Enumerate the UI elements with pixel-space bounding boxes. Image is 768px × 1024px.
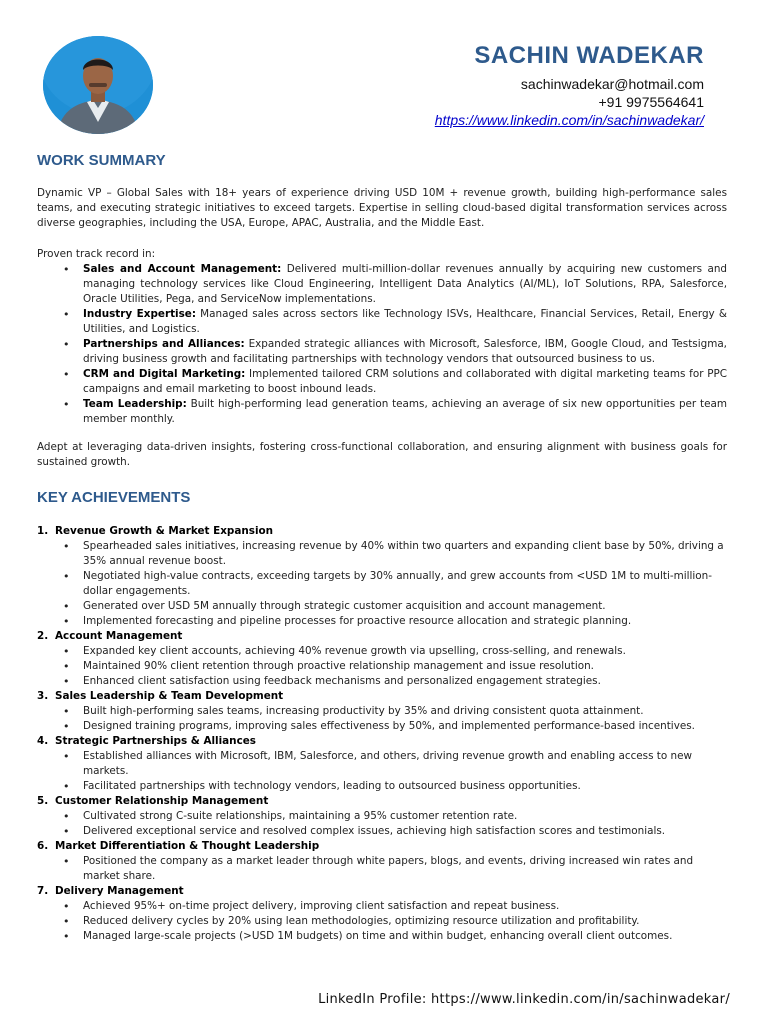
achievement-number: 7. bbox=[37, 885, 49, 897]
achievement-bullets bbox=[37, 899, 727, 944]
achievement-bullet: • Expanded key client accounts, achieving 40% revenue growth via upselling, cross-selling, and renewals. bbox=[83, 644, 727, 659]
achievement-heading bbox=[37, 524, 727, 539]
work-summary-bullets bbox=[37, 262, 727, 427]
profile-photo-illustration bbox=[43, 36, 153, 134]
summary-bullet bbox=[83, 337, 727, 367]
achievement-bullet: • Spearheaded sales initiatives, increasing revenue by 40% within two quarters and expanding client base by 50%, driving a 35% annual revenue boost. bbox=[83, 539, 727, 569]
key-achievements-body bbox=[37, 524, 727, 944]
summary-bullet bbox=[83, 397, 727, 427]
email[interactable]: sachinwadekar@hotmail.com bbox=[520, 76, 704, 92]
summary-bullet-lead: Sales and Account Management: bbox=[83, 263, 282, 275]
achievement-heading bbox=[37, 884, 727, 899]
footer-linkedin: LinkedIn Profile: https://www.linkedin.com/in/sachinwadekar/ bbox=[318, 992, 730, 1007]
achievement-bullet: • Managed large-scale projects (>USD 1M budgets) on time and within budget, enhancing overall client outcomes. bbox=[83, 929, 727, 944]
achievement-bullet: • Implemented forecasting and pipeline processes for proactive resource allocation and strategic planning. bbox=[83, 614, 727, 629]
summary-bullet-text: Expanded strategic alliances with Microsoft, Salesforce, IBM, Google Cloud, and Testsigma, driving business growth and facilitating partnerships with technology vendors that outsourced business to us. bbox=[83, 338, 727, 365]
summary-bullet-text: Implemented tailored CRM solutions and collaborated with digital marketing teams for PPC campaigns and email marketing to boost inbound leads. bbox=[83, 368, 727, 395]
proven-track-label: Proven track record in: bbox=[37, 248, 156, 260]
achievement-bullet: • Designed training programs, improving sales effectiveness by 50%, and implemented performance-based incentives. bbox=[83, 719, 727, 734]
achievement-heading-text: Market Differentiation & Thought Leadership bbox=[55, 840, 320, 852]
achievement-bullet: • Cultivated strong C-suite relationships, maintaining a 95% customer retention rate. bbox=[83, 809, 727, 824]
profile-photo bbox=[43, 36, 153, 134]
linkedin-link[interactable]: https://www.linkedin.com/in/sachinwadekar/ bbox=[434, 112, 704, 128]
achievement-heading-text: Strategic Partnerships & Alliances bbox=[55, 735, 256, 747]
achievement-bullet: • Built high-performing sales teams, increasing productivity by 35% and driving consistent quota attainment. bbox=[83, 704, 727, 719]
achievement-number: 4. bbox=[37, 735, 49, 747]
achievement-bullet: • Generated over USD 5M annually through strategic customer acquisition and account management. bbox=[83, 599, 727, 614]
achievement-heading-text: Delivery Management bbox=[55, 885, 184, 897]
achievement-item bbox=[37, 794, 727, 839]
achievement-bullet: • Delivered exceptional service and resolved complex issues, achieving high satisfaction scores and testimonials. bbox=[83, 824, 727, 839]
achievement-item bbox=[37, 734, 727, 794]
summary-bullet bbox=[83, 262, 727, 307]
achievement-bullets bbox=[37, 854, 727, 884]
summary-bullet-text: Built high-performing lead generation teams, achieving an average of six new opportunities per team member monthly. bbox=[83, 398, 727, 425]
achievement-bullets bbox=[37, 704, 727, 734]
achievement-item bbox=[37, 629, 727, 689]
achievement-number: 1. bbox=[37, 525, 49, 537]
work-summary-body bbox=[37, 186, 727, 470]
work-summary-closing: Adept at leveraging data-driven insights, fostering cross-functional collaboration, and ensuring alignment with business goals for sustained growth. bbox=[37, 441, 727, 468]
summary-bullet bbox=[83, 307, 727, 337]
achievement-bullet: • Established alliances with Microsoft, IBM, Salesforce, and others, driving revenue growth and enabling access to new markets. bbox=[83, 749, 727, 779]
achievement-item bbox=[37, 839, 727, 884]
achievement-number: 2. bbox=[37, 630, 49, 642]
achievement-item bbox=[37, 524, 727, 629]
achievement-number: 6. bbox=[37, 840, 49, 852]
achievement-heading-text: Revenue Growth & Market Expansion bbox=[55, 525, 274, 537]
achievement-heading bbox=[37, 734, 727, 749]
achievement-bullet: • Maintained 90% client retention through proactive relationship management and issue resolution. bbox=[83, 659, 727, 674]
achievement-bullets bbox=[37, 809, 727, 839]
candidate-name: SACHIN WADEKAR bbox=[474, 42, 704, 69]
summary-bullet-text: Managed sales across sectors like Technology ISVs, Healthcare, Financial Services, Retail, Energy & Utilities, and Logistics. bbox=[83, 308, 727, 335]
work-summary-intro: Dynamic VP – Global Sales with 18+ years of experience driving USD 10M + revenue growth, building high-performance sales teams, and executing strategic initiatives to exceed targets. Expertise in selling cloud-based digital transformation services across diverse geographies, including the USA, Europe, APAC, Australia, and the Middle East. bbox=[37, 187, 727, 229]
achievement-bullets bbox=[37, 749, 727, 794]
header bbox=[435, 42, 704, 129]
achievement-bullet: • Reduced delivery cycles by 20% using lean methodologies, optimizing resource utilization and profitability. bbox=[83, 914, 727, 929]
achievement-bullet: • Facilitated partnerships with technology vendors, leading to outsourced business opportunities. bbox=[83, 779, 727, 794]
achievement-heading-text: Sales Leadership & Team Development bbox=[55, 690, 284, 702]
achievement-bullet: • Negotiated high-value contracts, exceeding targets by 30% annually, and grew accounts from <USD 1M to multi-million-dollar engagements. bbox=[83, 569, 727, 599]
summary-bullet-text: Delivered multi-million-dollar revenues annually by acquiring new customers and managing technology services like Cloud Engineering, Intelligent Data Analytics (AI/ML), IoT Solutions, RPA, Salesforce, Oracle Utilities, Pega, and ServiceNow implementations. bbox=[83, 263, 728, 305]
achievement-item bbox=[37, 884, 727, 944]
achievement-bullets bbox=[37, 644, 727, 689]
achievement-heading bbox=[37, 689, 727, 704]
achievement-bullet: • Achieved 95%+ on-time project delivery, improving client satisfaction and repeat business. bbox=[83, 899, 727, 914]
key-achievements-title: KEY ACHIEVEMENTS bbox=[37, 489, 191, 506]
summary-bullet-lead: Team Leadership: bbox=[83, 398, 187, 410]
summary-bullet-lead: Industry Expertise: bbox=[83, 308, 196, 320]
achievement-bullet: • Positioned the company as a market leader through white papers, blogs, and events, driving increased win rates and market share. bbox=[83, 854, 727, 884]
achievement-heading bbox=[37, 629, 727, 644]
achievement-heading bbox=[37, 794, 727, 809]
achievement-bullets bbox=[37, 539, 727, 629]
achievement-bullet: • Enhanced client satisfaction using feedback mechanisms and personalized engagement strategies. bbox=[83, 674, 727, 689]
work-summary-title: WORK SUMMARY bbox=[37, 152, 166, 169]
achievements-list bbox=[37, 524, 727, 944]
summary-bullet-lead: CRM and Digital Marketing: bbox=[83, 368, 246, 380]
achievement-heading bbox=[37, 839, 727, 854]
achievement-item bbox=[37, 689, 727, 734]
achievement-number: 3. bbox=[37, 690, 49, 702]
achievement-heading-text: Customer Relationship Management bbox=[55, 795, 269, 807]
achievement-number: 5. bbox=[37, 795, 49, 807]
phone: +91 9975564641 bbox=[598, 94, 704, 110]
achievement-heading-text: Account Management bbox=[55, 630, 183, 642]
summary-bullet-lead: Partnerships and Alliances: bbox=[83, 338, 245, 350]
summary-bullet bbox=[83, 367, 727, 397]
